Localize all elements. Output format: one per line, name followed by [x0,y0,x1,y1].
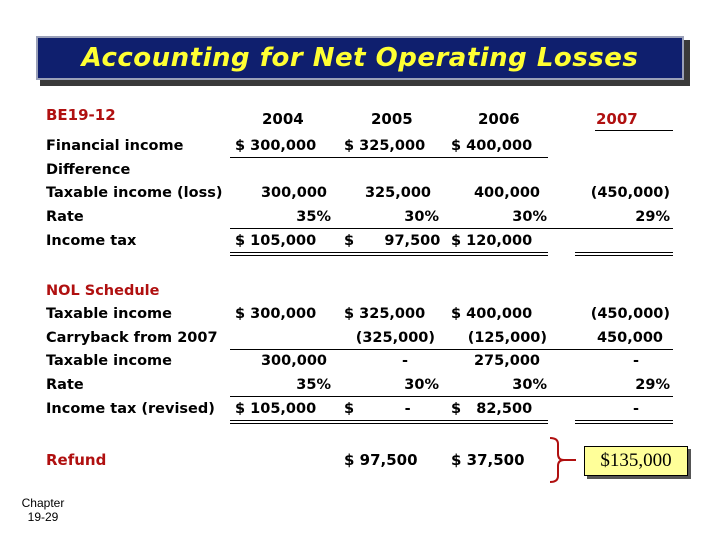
refund-2005: $ 97,500 [344,451,418,469]
nol-cell-rate-2006: 30% [512,377,547,393]
problem-id: BE19-12 [46,106,116,124]
year-header-2007: 2007 [596,110,638,128]
nol-cell-taxable-net-2004: 300,000 [260,353,327,369]
nol-cell-taxable-net-2005: - [402,353,409,369]
slide-title-banner [36,36,684,80]
total-refund-value: $135,000 [600,450,672,471]
cell-taxable-income-2006: 400,000 [473,185,540,201]
cell-financial-income-2004: $ 300,000 [235,138,317,154]
total-refund-box [584,446,688,476]
footer-line1: Chapter [21,496,65,510]
nol-cell-carryback-2007: 450,000 [596,330,663,346]
row-label-taxable-income-loss: Taxable income (loss) [46,185,223,201]
nol-cell-taxable-income-2005: $ 325,000 [344,306,426,322]
nol-schedule-heading: NOL Schedule [46,283,160,299]
cell-rate-2005: 30% [404,209,439,225]
underline-financial-income [230,157,548,158]
year-header-2006: 2006 [478,110,520,128]
row-label-financial-income: Financial income [46,138,184,154]
cell-rate-2006: 30% [512,209,547,225]
row-label-rate: Rate [46,209,84,225]
refund-label: Refund [46,451,107,469]
nol-cell-taxable-net-2007: - [633,353,640,369]
brace-icon [540,436,580,484]
nol-cell-carryback-2006: (125,000) [467,330,547,346]
row-label-difference: Difference [46,162,131,178]
nol-cell-taxable-income-2004: $ 300,000 [235,306,317,322]
nol-cell-taxable-income-2007: (450,000) [590,306,670,322]
cell-financial-income-2006: $ 400,000 [451,138,533,154]
nol-label-taxable-income: Taxable income [46,306,172,322]
nol-label-carryback: Carryback from 2007 [46,330,218,346]
double-underline-income-tax [230,252,548,256]
nol-cell-taxable-income-2006: $ 400,000 [451,306,533,322]
header-underline [595,130,673,131]
cell-taxable-income-2005: 325,000 [364,185,431,201]
double-underline-tax-revised-2007 [575,420,673,424]
nol-cell-tax-revised-2007: - [633,401,640,417]
cell-income-tax-2005: $ 97,500 [344,233,441,249]
nol-label-income-tax-revised: Income tax (revised) [46,401,215,417]
year-header-2005: 2005 [371,110,413,128]
cell-rate-2004: 35% [296,209,331,225]
cell-taxable-income-2004: 300,000 [260,185,327,201]
slide-title: Accounting for Net Operating Losses [81,43,639,73]
cell-income-tax-2004: $ 105,000 [235,233,317,249]
underline-rate [230,228,673,229]
nol-label-rate: Rate [46,377,84,393]
underline-carryback [230,349,673,350]
nol-cell-rate-2004: 35% [296,377,331,393]
refund-2006: $ 37,500 [451,451,525,469]
nol-cell-carryback-2005: (325,000) [355,330,435,346]
double-underline-income-tax-2007 [575,252,673,256]
nol-cell-tax-revised-2006: $ 82,500 [451,401,533,417]
nol-cell-rate-2007: 29% [635,377,670,393]
footer-chapter [20,496,66,524]
year-header-2004: 2004 [262,110,304,128]
nol-label-taxable-income-net: Taxable income [46,353,172,369]
row-label-income-tax: Income tax [46,233,137,249]
double-underline-tax-revised [230,420,548,424]
cell-income-tax-2006: $ 120,000 [451,233,533,249]
cell-taxable-income-2007: (450,000) [590,185,670,201]
footer-line2: 19-29 [27,510,59,524]
cell-financial-income-2005: $ 325,000 [344,138,426,154]
cell-rate-2007: 29% [635,209,670,225]
nol-cell-rate-2005: 30% [404,377,439,393]
nol-cell-taxable-net-2006: 275,000 [473,353,540,369]
nol-cell-tax-revised-2004: $ 105,000 [235,401,317,417]
nol-cell-tax-revised-2005: $ - [344,401,411,417]
underline-nol-rate [230,396,673,397]
